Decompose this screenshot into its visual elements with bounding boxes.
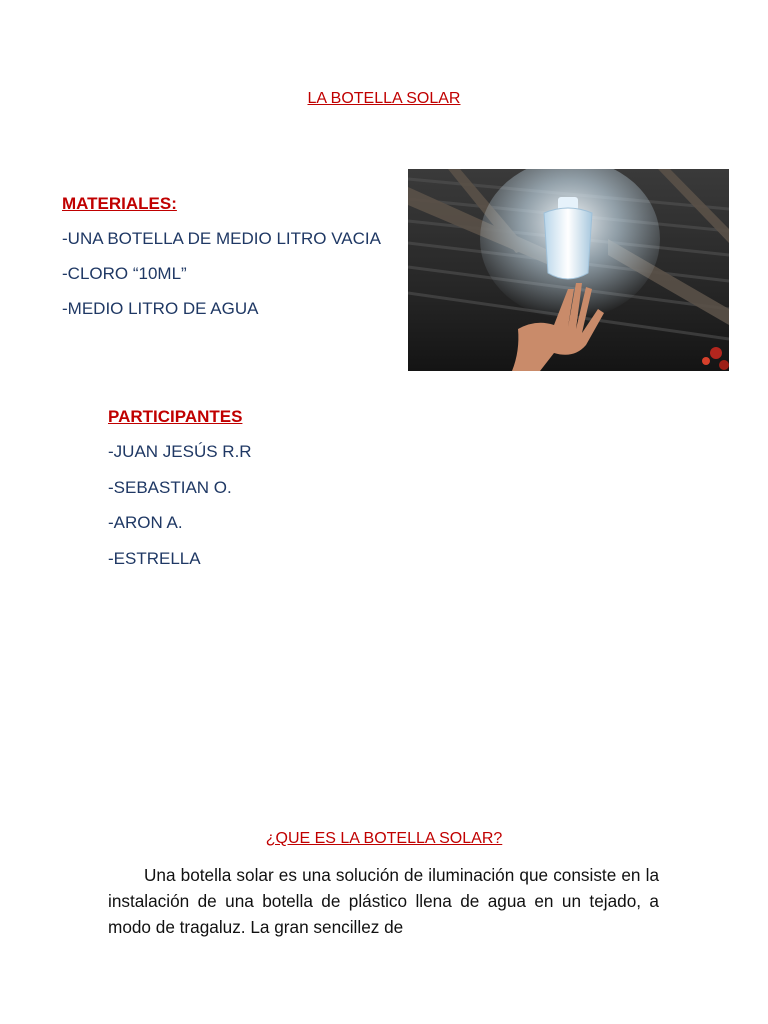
participant-item: -JUAN JESÚS R.R bbox=[108, 442, 252, 461]
materials-item: -MEDIO LITRO DE AGUA bbox=[62, 299, 259, 318]
materials-heading: MATERIALES: bbox=[62, 194, 177, 213]
participants-heading: PARTICIPANTES bbox=[108, 407, 243, 426]
document-title: LA BOTELLA SOLAR bbox=[307, 90, 461, 107]
materials-item: -CLORO “10ML” bbox=[62, 264, 187, 283]
question-heading: ¿QUE ES LA BOTELLA SOLAR? bbox=[265, 830, 503, 847]
materials-item: -UNA BOTELLA DE MEDIO LITRO VACIA bbox=[62, 229, 381, 248]
participant-item: -SEBASTIAN O. bbox=[108, 478, 232, 497]
question-paragraph: Una botella solar es una solución de iluminación que consiste en la instalación de una botella de plástico llena de agua en un tejado, a modo de tragaluz. La gran sencillez de bbox=[108, 865, 659, 937]
participant-item: -ARON A. bbox=[108, 513, 183, 532]
solar-bottle-photo bbox=[408, 169, 729, 371]
participant-item: -ESTRELLA bbox=[108, 549, 201, 568]
